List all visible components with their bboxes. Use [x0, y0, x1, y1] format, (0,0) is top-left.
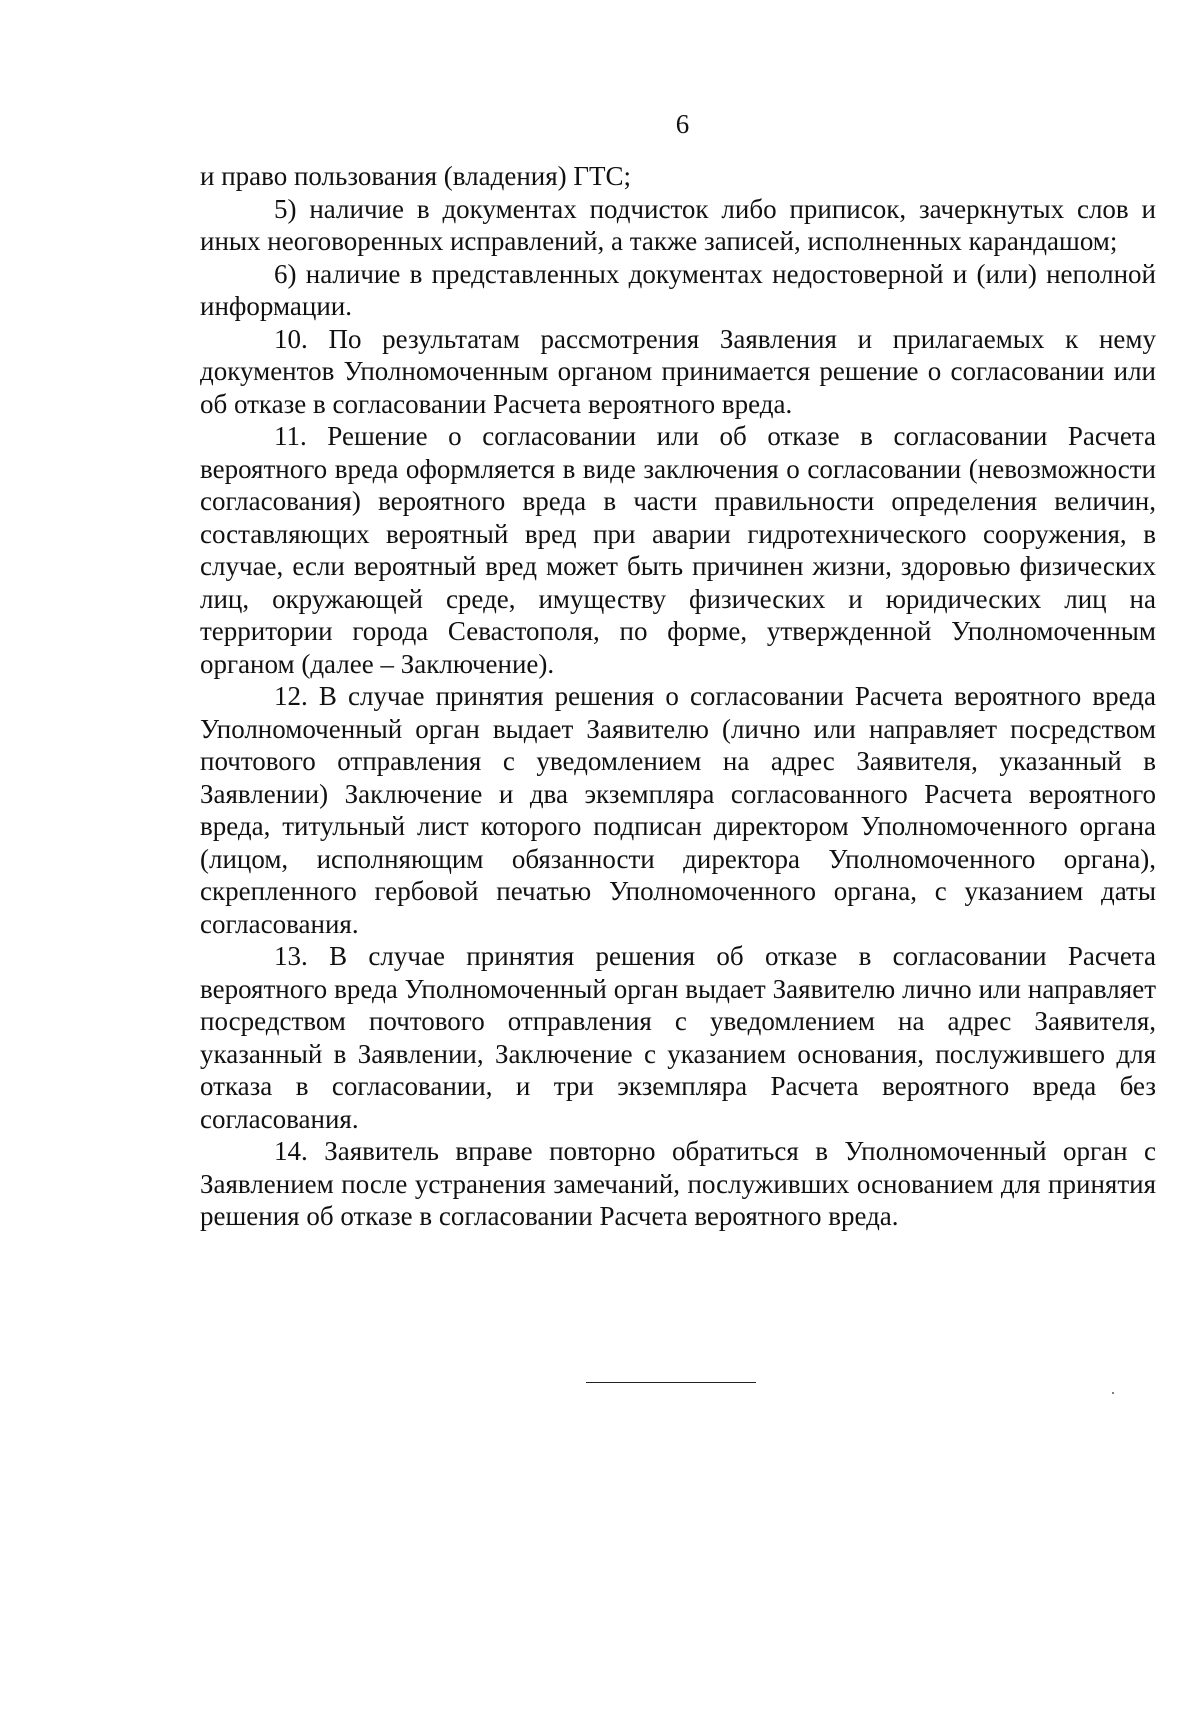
paragraph-item-6: 6) наличие в представленных документах недостоверной и (или) неполной информации.	[200, 258, 1156, 321]
paragraph-12: 12. В случае принятия решения о согласовании Расчета вероятного вреда Уполномоченный орган выдает Заявителю (лично или направляет посредством почтового отправления с уведомлением на адрес Заявителя, указанный в Заявлении) Заключение и два экземпляра согласованного Расчета вероятного вреда, титульный лист которого подписан директором Уполномоченного органа (лицом, исполняющим обязанности директора Уполномоченного органа), скрепленного гербовой печатью Уполномоченного органа, с указанием даты согласования.	[200, 681, 1156, 939]
paragraph-11: 11. Решение о согласовании или об отказе в согласовании Расчета вероятного вреда оформляется в виде заключения о согласовании (невозможности согласования) вероятного вреда в части правильности определения величин, составляющих вероятный вред при аварии гидротехнического сооружения, в случае, если вероятный вред может быть причинен жизни, здоровью физических лиц, окружающей среде, имуществу физических и юридических лиц на территории города Севастополя, по форме, утвержденной Уполномоченным органом (далее – Заключение).	[200, 421, 1156, 679]
page-number: 6	[675, 109, 690, 139]
paragraph-continuation: и право пользования (владения) ГТС;	[200, 161, 632, 191]
paragraph-10: 10. По результатам рассмотрения Заявления и прилагаемых к нему документов Уполномоченным органом принимается решение о согласовании или об отказе в согласовании Расчета вероятного вреда.	[200, 323, 1156, 419]
paragraph-13: 13. В случае принятия решения об отказе в согласовании Расчета вероятного вреда Уполномоченный орган выдает Заявителю лично или направляет посредством почтового отправления с уведомлением на адрес Заявителя, указанный в Заявлении, Заключение с указанием основания, послужившего для отказа в согласовании, и три экземпляра Расчета вероятного вреда без согласования.	[200, 941, 1156, 1134]
end-of-document-rule	[586, 1382, 756, 1383]
scan-speck	[1112, 1392, 1114, 1394]
paragraph-item-5: 5) наличие в документах подчисток либо приписок, зачеркнутых слов и иных неоговоренных исправлений, а также записей, исполненных карандашом;	[200, 193, 1156, 256]
document-body	[200, 160, 1156, 1233]
paragraph-14: 14. Заявитель вправе повторно обратиться в Уполномоченный орган с Заявлением после устранения замечаний, послуживших основанием для принятия решения об отказе в согласовании Расчета вероятного вреда.	[200, 1136, 1156, 1231]
